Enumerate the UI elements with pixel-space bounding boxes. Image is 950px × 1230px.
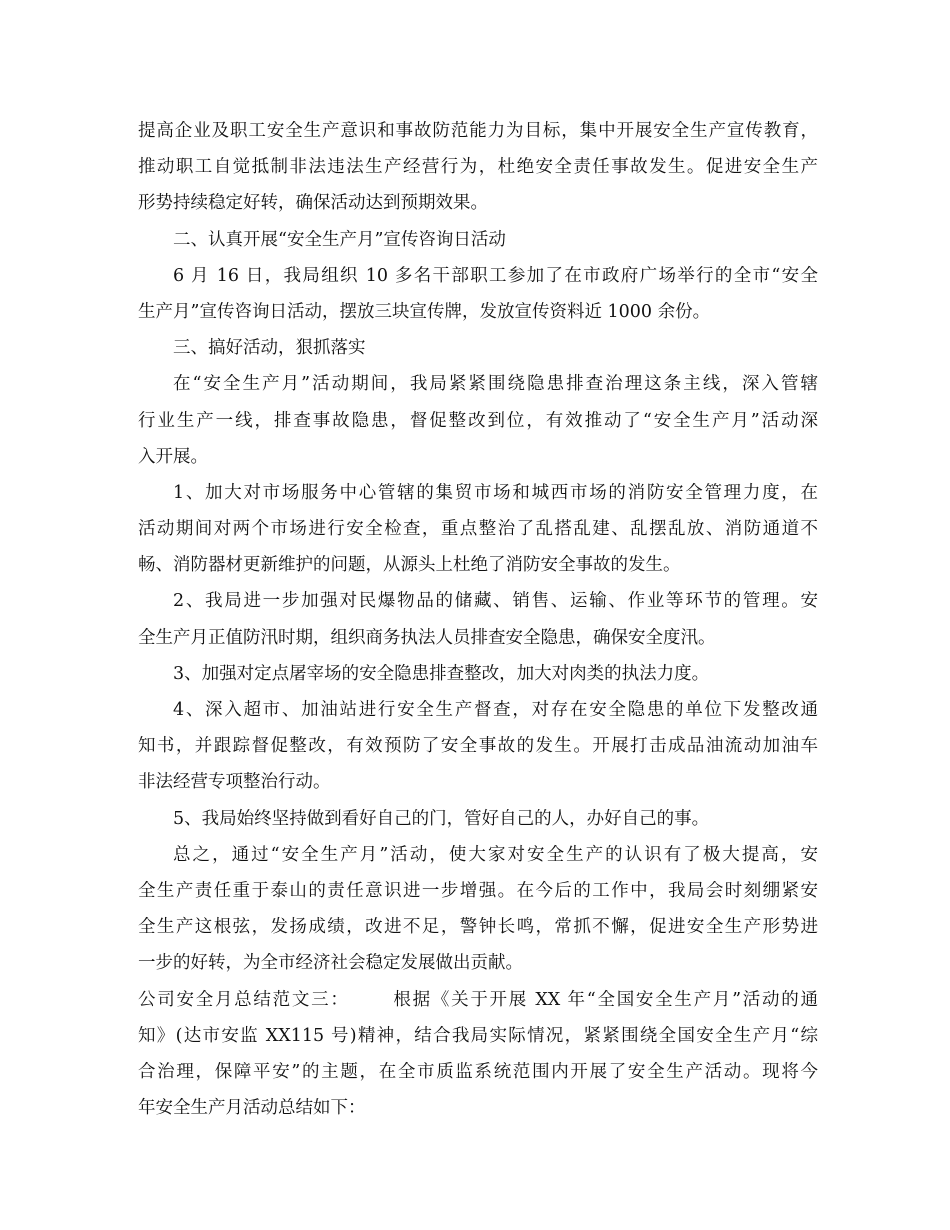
text-line: 知书，并跟踪督促整改，有效预防了安全事故的发生。开展打击成品油流动加油车 [138, 736, 818, 757]
text-line: 3、加强对定点屠宰场的安全隐患排查整改，加大对肉类的执法力度。 [173, 663, 710, 684]
text-line: 活动期间对两个市场进行安全检查，重点整治了乱搭乱建、乱摆乱放、消防通道不 [138, 519, 818, 540]
text-line: 二、认真开展“安全生产月”宣传咨询日活动 [173, 229, 506, 250]
text-line: 三、搞好活动，狠抓落实 [173, 338, 366, 359]
text-line: 一步的好转，为全市经济社会稳定发展做出贡献。 [138, 953, 523, 974]
text-line: 知》(达市安监 XX115 号)精神，结合我局实际情况，紧紧围绕全国安全生产月“综 [138, 1025, 818, 1046]
text-line: 4、深入超市、加油站进行安全生产督查，对存在安全隐患的单位下发整改通 [173, 700, 818, 720]
text-line: 全生产责任重于泰山的责任意识进一步增强。在今后的工作中，我局会时刻绷紧安 [138, 880, 818, 901]
text-line: 5、我局始终坚持做到看好自己的门，管好自己的人，办好自己的事。 [173, 808, 710, 829]
text-line: 6 月 16 日，我局组织 10 多名干部职工参加了在市政府广场举行的全市“安全 [173, 265, 818, 286]
text-line: 合治理，保障平安”的主题，在全市质监系统范围内开展了安全生产活动。现将今 [138, 1061, 818, 1082]
text-line: 生产月”宣传咨询日活动，摆放三块宣传牌，发放宣传资料近 1000 余份。 [138, 301, 711, 322]
text-line: 推动职工自觉抵制非法违法生产经营行为，杜绝安全责任事故发生。促进安全生产 [138, 157, 818, 178]
text-line: 畅、消防器材更新维护的问题，从源头上杜绝了消防安全事故的发生。 [138, 555, 681, 576]
document-page [138, 113, 818, 1126]
text-line: 公司安全月总结范文三： 根据《关于开展 XX 年“全国安全生产月”活动的通 [138, 989, 818, 1010]
text-line: 在“安全生产月”活动期间，我局紧紧围绕隐患排查治理这条主线，深入管辖 [173, 374, 818, 395]
text-line: 全生产这根弦，发扬成绩，改进不足，警钟长鸣，常抓不懈，促进安全生产形势进 [138, 917, 818, 938]
text-line: 提高企业及职工安全生产意识和事故防范能力为目标，集中开展安全生产宣传教育， [138, 121, 818, 141]
text-line: 1、加大对市场服务中心管辖的集贸市场和城西市场的消防安全管理力度，在 [173, 482, 818, 503]
text-line: 2、我局进一步加强对民爆物品的储藏、销售、运输、作业等环节的管理。安 [173, 591, 818, 612]
text-line: 行业生产一线，排查事故隐患，督促整改到位，有效推动了“安全生产月”活动深 [138, 410, 818, 431]
text-line: 入开展。 [138, 446, 208, 467]
text-line: 形势持续稳定好转，确保活动达到预期效果。 [138, 193, 488, 214]
text-line: 总之，通过“安全生产月”活动，使大家对安全生产的认识有了极大提高，安 [173, 844, 818, 865]
text-line: 全生产月正值防汛时期，组织商务执法人员排查安全隐患，确保安全度汛。 [138, 627, 716, 648]
text-line: 年安全生产月活动总结如下： [138, 1098, 366, 1119]
text-line: 非法经营专项整治行动。 [138, 772, 331, 793]
